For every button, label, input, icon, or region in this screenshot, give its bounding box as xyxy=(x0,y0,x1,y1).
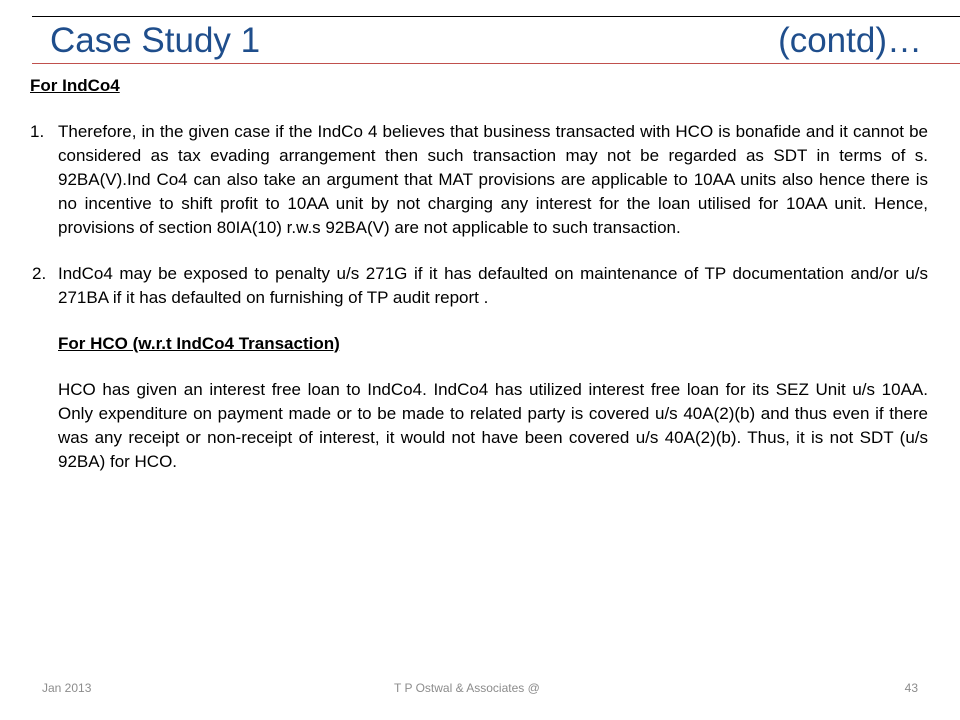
footer-company: T P Ostwal & Associates @ xyxy=(394,681,540,695)
sub-heading: For HCO (w.r.t IndCo4 Transaction) xyxy=(58,334,340,353)
slide-title: Case Study 1 xyxy=(50,21,261,60)
list-item-number: 1. xyxy=(30,122,45,141)
list-item-text: Therefore, in the given case if the IndCo 4 believes that business transacted with HCO is bonafide and it cannot be considered as tax evading arrangement then such transaction may not be regarded as SDT in terms of s. 92BA(V).Ind Co4 can also take an argument that MAT provisions are applicable to 10AA units also hence there is no incentive to shift profit to 10AA unit by not charging any interest for the loan utilised for 10AA unit. Hence, provisions of section 80IA(10) r.w.s 92BA(V) are not applicable to such transaction. xyxy=(58,122,928,237)
footer-date: Jan 2013 xyxy=(42,681,92,695)
title-underline xyxy=(32,63,960,64)
list-item-text: IndCo4 may be exposed to penalty u/s 271G if it has defaulted on maintenance of TP documentation and/or u/s 271BA if it has defaulted on furnishing of TP audit report . xyxy=(58,264,928,307)
section-heading: For IndCo4 xyxy=(30,76,120,95)
list-item xyxy=(30,120,928,240)
slide-title-continued: (contd)… xyxy=(778,21,922,60)
list-item xyxy=(30,262,928,310)
page-number: 43 xyxy=(904,681,918,695)
list-item-number: 2. xyxy=(32,264,47,283)
top-rule xyxy=(32,16,960,17)
slide-content xyxy=(30,74,928,474)
paragraph: HCO has given an interest free loan to IndCo4. IndCo4 has utilized interest free loan for its SEZ Unit u/s 10AA. Only expenditure on payment made or to be made to related party is covered u/s 40A(2)(b) and thus even if there was any receipt or non-receipt of interest, it would not have been covered u/s 40A(2)(b). Thus, it is not SDT (u/s 92BA) for HCO. xyxy=(58,380,928,471)
